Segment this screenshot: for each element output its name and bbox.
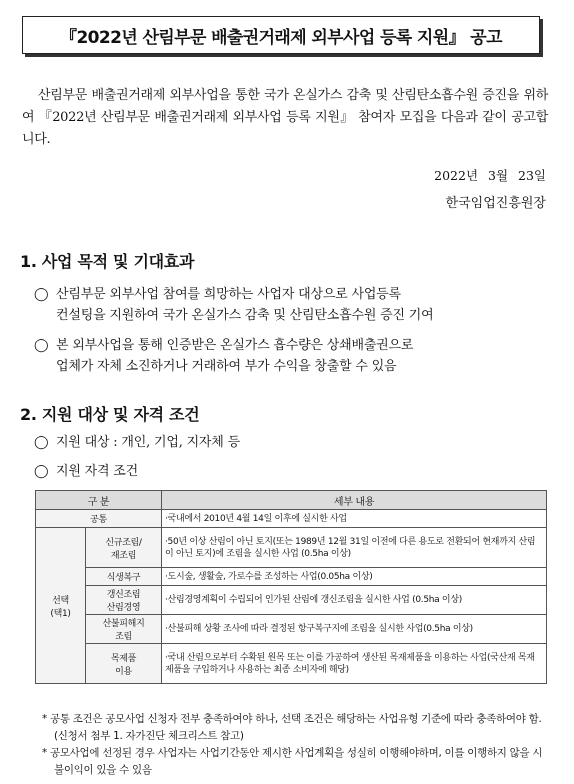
type-desc: ·산림경영계획이 수립되어 인가된 산림에 갱신조림을 실시한 사업 (0.5ha 이상): [162, 586, 547, 615]
bullet-text: 지원 대상 : 개인, 기업, 지자체 등: [56, 435, 240, 450]
issuing-organization: 한국임업진흥원장: [445, 196, 546, 211]
table-header-row: [36, 491, 547, 510]
eligibility-table: [35, 490, 547, 684]
footnote: * 공통 조건은 공모사업 신청자 전부 충족하여야 하나, 선택 조건은 해당하는 사업유형 기준에 따라 충족하여야 함. (신청서 첨부 1. 자가진단 체크리스트 참고): [42, 713, 542, 742]
bullet-text-line: 업체가 자체 소진하거나 거래하여 부가 수익을 창출할 수 있음: [56, 359, 397, 374]
common-desc: ·국내에서 2010년 4월 14일 이후에 실시한 사업: [162, 510, 547, 528]
section-2-bullet: [34, 432, 554, 453]
common-label: 공통: [36, 510, 162, 528]
type-desc: ·50년 이상 산림이 아닌 토지(또는 1989년 12월 31일 이전에 다른 용도로 전환되어 현재까지 산림이 아닌 토지)에 조림을 실시한 사업 (0.5ha 이상): [162, 528, 547, 568]
circle-bullet-icon: ◯: [34, 287, 49, 302]
type-cell: 신규조림/ 재조림: [86, 528, 162, 568]
bullet-text-line: 본 외부사업을 통해 인증받은 온실가스 흡수량은 상쇄배출권으로: [56, 338, 414, 353]
type-cell: 목제품 이용: [86, 644, 162, 684]
footnote: * 공모사업에 선정된 경우 사업자는 사업기간동안 제시한 사업계획을 성실히 이행해야하며, 이를 이행하지 않을 시 불이익이 있을 수 있음: [42, 747, 543, 776]
section-2-heading: 2. 지원 대상 및 자격 조건: [20, 405, 200, 424]
table-row: [36, 615, 547, 644]
type-desc: ·도시숲, 생활숲, 가로수를 조성하는 사업(0.05ha 이상): [162, 568, 547, 586]
type-cell: 식생복구: [86, 568, 162, 586]
bullet-text: 지원 자격 조건: [56, 464, 139, 479]
circle-bullet-icon: ◯: [34, 435, 49, 450]
type-desc: ·국내 산림으로부터 수확된 원목 또는 이를 가공하여 생산된 목재제품을 이용하는 사업(국산재 목재제품을 구입하거나 사용하는 최종 소비자에 해당): [162, 644, 547, 684]
table-row: [36, 568, 547, 586]
table-row: [36, 510, 547, 528]
type-cell: 산불피해지 조림: [86, 615, 162, 644]
bullet-text-line: 컨설팅을 지원하여 국가 온실가스 감축 및 산림탄소흡수원 증진 기여: [56, 308, 434, 323]
notice-title-box: [22, 16, 540, 54]
notice-date: 2022년 3월 23일: [434, 168, 546, 183]
select-label: 선택 (택1): [36, 528, 86, 684]
table-row: [36, 586, 547, 615]
section-1-bullet: [34, 284, 554, 326]
table-header-detail: 세부 내용: [162, 491, 547, 510]
notice-title: 『2022년 산림부문 배출권거래제 외부사업 등록 지원』 공고: [60, 27, 502, 48]
table-row: [36, 644, 547, 684]
bullet-text-line: 산림부문 외부사업 참여를 희망하는 사업자 대상으로 사업등록: [56, 287, 401, 302]
circle-bullet-icon: ◯: [34, 464, 49, 479]
section-2-bullet: [34, 461, 554, 482]
footnotes: [42, 711, 554, 779]
intro-paragraph: 산림부문 배출권거래제 외부사업을 통한 국가 온실가스 감축 및 산림탄소흡수원 증진을 위하여 『2022년 산림부문 배출권거래제 외부사업 등록 지원』 참여자 모집을 다음과 같이 공고합니다.: [22, 88, 548, 147]
type-cell: 갱신조림 산림경영: [86, 586, 162, 615]
table-header-category: 구 분: [36, 491, 162, 510]
section-1-bullet: [34, 335, 554, 377]
circle-bullet-icon: ◯: [34, 338, 49, 353]
type-desc: ·산불피해 상황 조사에 따라 결정된 항구복구지에 조림을 실시한 사업(0.5ha 이상): [162, 615, 547, 644]
table-row: [36, 528, 547, 568]
section-1-heading: 1. 사업 목적 및 기대효과: [20, 252, 195, 271]
